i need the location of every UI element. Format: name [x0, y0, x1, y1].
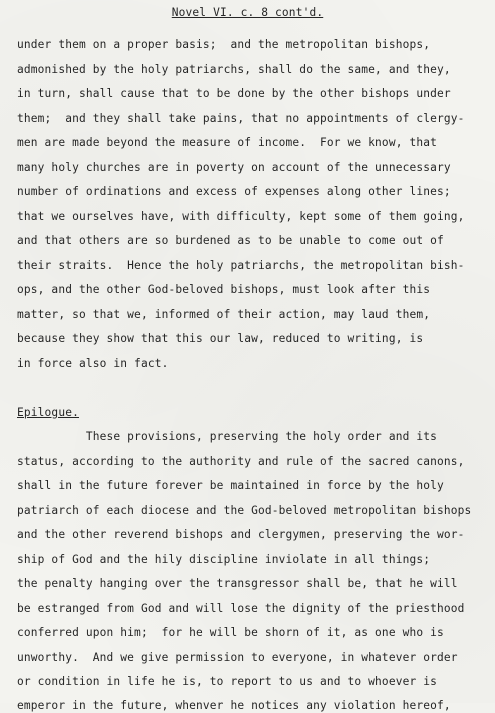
text-line: be estranged from God and will lose the dignity of the priesthood — [17, 602, 465, 615]
text-line: number of ordinations and excess of expenses along other lines; — [17, 185, 451, 198]
text-line: men are made beyond the measure of income. For we know, that — [17, 136, 438, 149]
text-line: them; and they shall take pains, that no appointments of clergy- — [17, 112, 465, 125]
epilogue-heading: Epilogue. — [17, 406, 79, 419]
text-line: and that others are so burdened as to be unable to come out of — [17, 234, 444, 247]
text-line: ship of God and the hily discipline inviolate in all things; — [17, 553, 431, 566]
text-line: shall in the future forever be maintained in force by the holy — [17, 479, 444, 492]
text-line: matter, so that we, informed of their action, may laud them, — [17, 308, 431, 321]
text-line: the penalty hanging over the transgressor shall be, that he will — [17, 577, 458, 590]
text-line: because they show that this our law, reduced to writing, is — [17, 332, 424, 345]
text-line: or condition in life he is, to report to us and to whoever is — [17, 675, 438, 688]
text-line: and the other reverend bishops and clergymen, preserving the wor- — [17, 528, 465, 541]
text-line: status, according to the authority and rule of the sacred canons, — [17, 455, 465, 468]
text-line: their straits. Hence the holy patriarchs, the metropolitan bish- — [17, 259, 465, 272]
text-line: in force also in fact. — [17, 357, 169, 370]
text-line: many holy churches are in poverty on account of the unnecessary — [17, 161, 451, 174]
text-line: patriarch of each diocese and the God-beloved metropolitan bishops — [17, 504, 472, 517]
text-line: ops, and the other God-beloved bishops, must look after this — [17, 283, 431, 296]
text-line: in turn, shall cause that to be done by the other bishops under — [17, 87, 451, 100]
text-line: emperor in the future, whenver he notices any violation hereof, — [17, 699, 451, 712]
text-line: under them on a proper basis; and the metropolitan bishops, — [17, 38, 431, 51]
text-line: unworthy. And we give permission to everyone, in whatever order — [17, 651, 458, 664]
text-line: conferred upon him; for he will be shorn of it, as one who is — [17, 626, 444, 639]
text-line: admonished by the holy patriarchs, shall do the same, and they, — [17, 63, 451, 76]
page-header: Novel VI. c. 8 cont'd. — [171, 6, 324, 19]
text-line: These provisions, preserving the holy order and its — [17, 430, 438, 443]
text-line: that we ourselves have, with difficulty, kept some of them going, — [17, 210, 465, 223]
